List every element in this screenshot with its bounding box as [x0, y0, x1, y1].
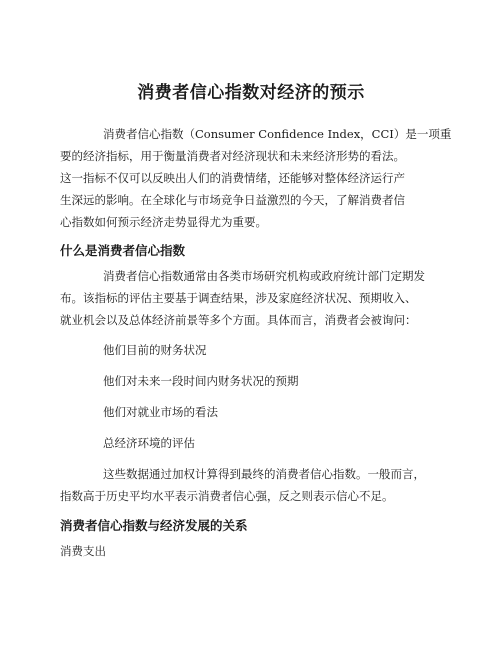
section1-para1-line-1: 消费者信心指数通常由各类市场研究机构或政府统计部门定期发	[103, 269, 425, 283]
section-heading-cci-and-economy: 消费者信心指数与经济发展的关系	[60, 518, 248, 533]
section1-para2-line-1: 这些数据通过加权计算得到最终的消费者信心指数。一般而言，	[103, 467, 425, 481]
section1-para1-line-2: 布。该指标的评估主要基于调查结果，涉及家庭经济状况、预期收入、	[60, 291, 417, 305]
section1-para1-line-3: 就业机会以及总体经济前景等多个方面。具体而言，消费者会被询问：	[60, 313, 417, 327]
document-title: 消费者信心指数对经济的预示	[137, 83, 365, 103]
list-item-job-market: 他们对就业市场的看法	[103, 405, 218, 419]
subsection-consumer-spending: 消费支出	[60, 544, 106, 558]
list-item-financial-status: 他们目前的财务状况	[103, 343, 207, 357]
list-item-economic-environment: 总经济环境的评估	[103, 436, 195, 450]
intro-line-2: 要的经济指标，用于衡量消费者对经济现状和未来经济形势的看法。	[60, 149, 405, 163]
intro-line-5: 心指数如何预示经济走势显得尤为重要。	[60, 215, 267, 229]
list-item-future-expectation: 他们对未来一段时间内财务状况的预期	[103, 374, 299, 388]
intro-line-3: 这一指标不仅可以反映出人们的消费情绪，还能够对整体经济运行产	[60, 171, 405, 185]
intro-line-1: 消费者信心指数（Consumer Confidence Index，CCI）是一项重	[103, 127, 452, 141]
intro-line-4: 生深远的影响。在全球化与市场竞争日益激烈的今天，了解消费者信	[60, 193, 405, 207]
section1-para2-line-2: 指数高于历史平均水平表示消费者信心强，反之则表示信心不足。	[60, 489, 394, 503]
section-heading-what-is-cci: 什么是消费者信心指数	[60, 243, 186, 258]
